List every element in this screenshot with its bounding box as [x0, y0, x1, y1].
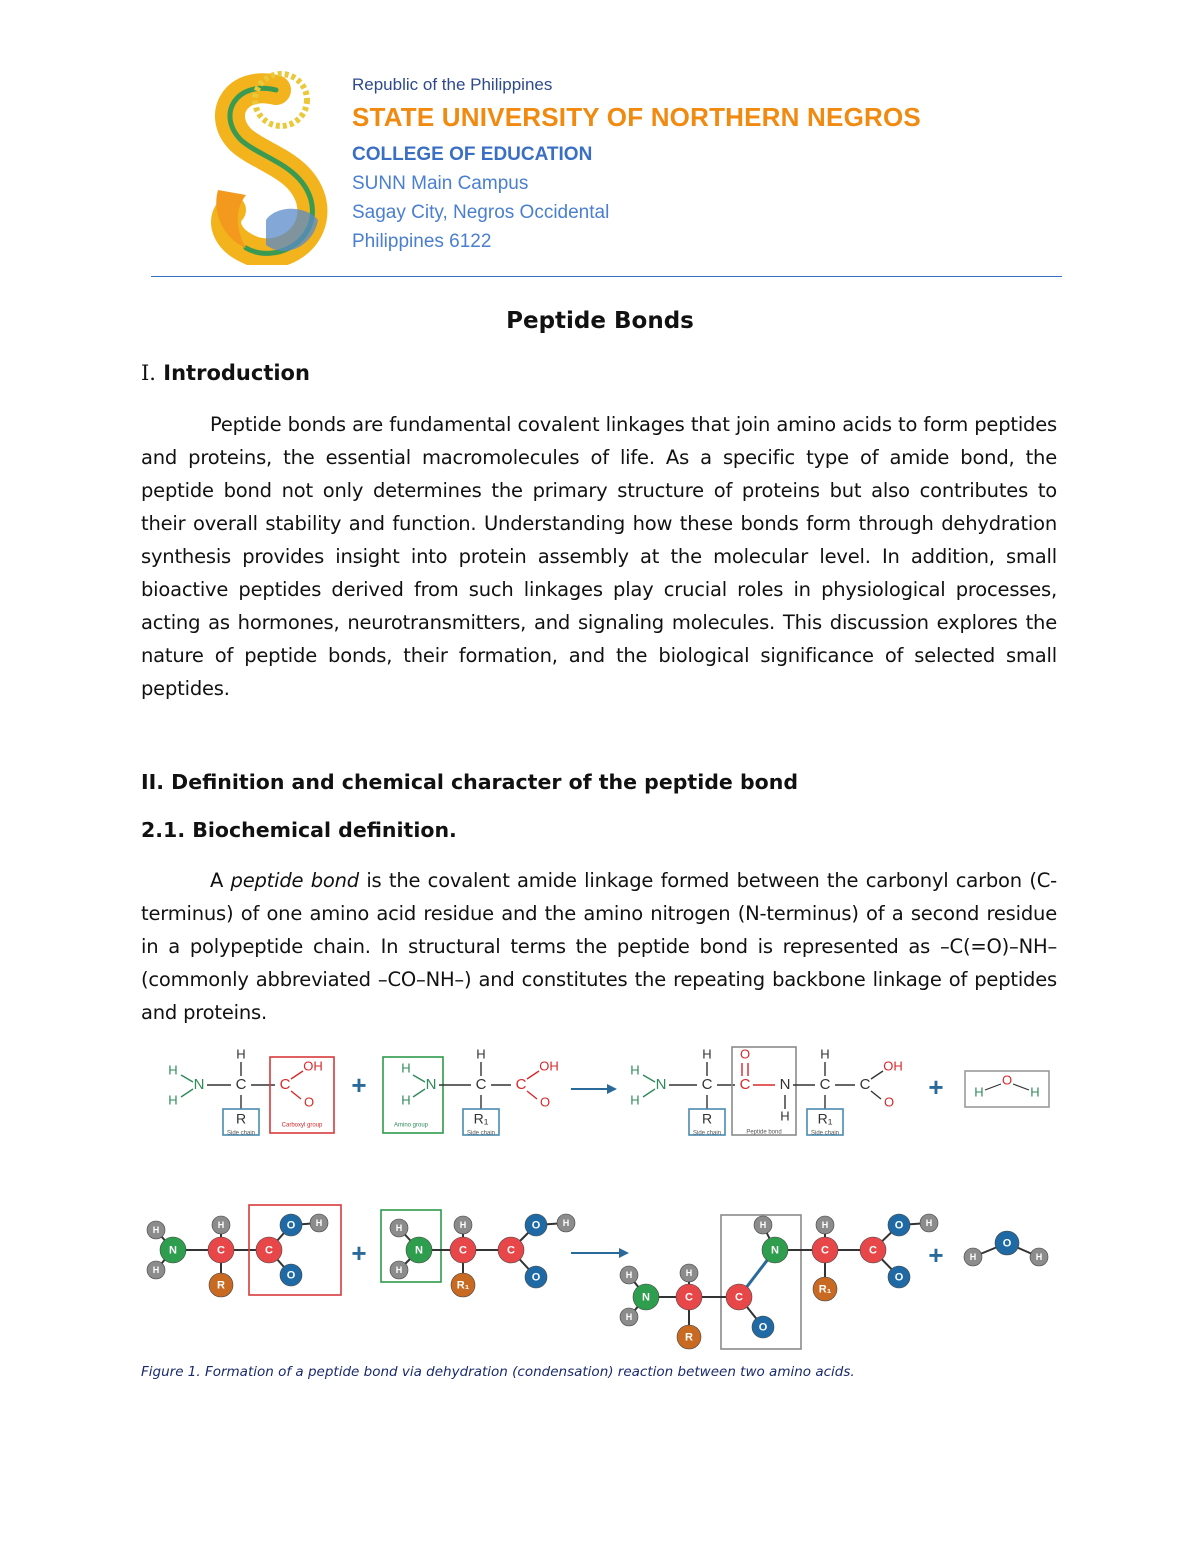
bs2-o1-label: O [531, 1219, 541, 1232]
bs-water-h1-label: H [969, 1251, 977, 1262]
bs3-o3-label: O [894, 1271, 904, 1284]
dp-n-terminal: N [655, 1075, 667, 1093]
aa2-h-alpha: H [476, 1046, 486, 1062]
aa2-o: O [539, 1094, 551, 1110]
aa1-n: N [193, 1075, 205, 1093]
aa2-n: N [425, 1075, 437, 1093]
bs3-o1-label: O [758, 1321, 768, 1334]
bs2-r1-label: R₁ [456, 1279, 470, 1292]
aa2-h-top: H [401, 1060, 411, 1076]
aa1-bond-hn1 [181, 1075, 193, 1082]
bs3-h1-label: H [625, 1269, 633, 1280]
figure-peptide-formation [141, 1045, 1057, 1358]
bs1-h4-label: H [315, 1217, 323, 1228]
aa1-c-alpha: C [235, 1075, 247, 1093]
bs3-h6-label: H [925, 1217, 933, 1228]
bs3-c-alpha2-label: C [821, 1244, 829, 1257]
arrow-2-head [619, 1248, 629, 1258]
aa1-bond-hn2 [181, 1089, 193, 1097]
dp-h-amide: H [780, 1108, 790, 1124]
aa2-amino-label: Amino group [393, 1122, 429, 1129]
aa1-h-top: H [168, 1062, 178, 1078]
aa2-c-carboxyl: C [515, 1075, 527, 1093]
arrow-1-head [607, 1084, 617, 1094]
aa1-c-carboxyl: C [279, 1075, 291, 1093]
water-h1: H [974, 1084, 984, 1100]
water-o: O [1001, 1072, 1013, 1088]
bs3-h5-label: H [821, 1219, 829, 1230]
bs1-o1-label: O [286, 1219, 296, 1232]
bs3-h4-label: H [759, 1219, 767, 1230]
plus-1: + [351, 1069, 367, 1100]
dp-side-chain-label2: Side chain [810, 1130, 840, 1137]
peptide-reaction-diagram [141, 1045, 1057, 1358]
city-line: Sagay City, Negros Occidental [352, 202, 610, 223]
country-line: Philippines 6122 [352, 231, 492, 252]
bs-water-o-label: O [1002, 1237, 1012, 1250]
aa2-h-bottom: H [401, 1092, 411, 1108]
definition-term: peptide bond [230, 869, 359, 892]
section-2-heading: II. Definition and chemical character of the peptide bond [141, 770, 799, 794]
water-h2: H [1030, 1084, 1040, 1100]
bs1-h3-label: H [217, 1219, 225, 1230]
bs-water-h2-label: H [1035, 1251, 1043, 1262]
dp-peptide-bond-label: Peptide bond [746, 1129, 782, 1136]
bs1-h2-label: H [152, 1264, 160, 1275]
bs3-h2-label: H [625, 1311, 633, 1322]
water-bond1 [985, 1084, 1001, 1090]
definition-rest: is the covalent amide linkage formed between the carbonyl carbon (C-terminus) of one amino acid residue and the amino nitrogen (N-terminus) of a second residue in a polypeptide chain. In structural terms the peptide bond is represented as –C(=O)–NH– (commonly abbreviated –CO–NH–) and constitutes the repeating backbone linkage of peptides and proteins. [141, 869, 1057, 1024]
bs1-n-label: N [169, 1244, 177, 1257]
aa2-bond-hn2 [413, 1089, 425, 1097]
definition-lead: A [210, 869, 231, 892]
aa1-h-alpha: H [236, 1046, 246, 1062]
republic-line: Republic of the Philippines [352, 75, 553, 94]
section-1-heading [141, 361, 310, 385]
dp-h-alpha1: H [702, 1046, 712, 1062]
dp-h-top: H [630, 1062, 640, 1078]
section-1-numeral: I. [141, 361, 156, 385]
aa2-c-alpha: C [475, 1075, 487, 1093]
dp-side-chain-label1: Side chain [692, 1130, 722, 1137]
university-logo [206, 70, 341, 265]
dp-bond-coh [871, 1071, 883, 1079]
bs3-c-alpha1-label: C [685, 1291, 693, 1304]
aa1-h-bottom: H [168, 1092, 178, 1108]
aa2-oh: OH [539, 1058, 559, 1074]
bs3-n2-label: N [771, 1244, 779, 1257]
bs2-n-label: N [415, 1244, 423, 1257]
aa2-r1: R₁ [473, 1110, 489, 1127]
college-name: COLLEGE OF EDUCATION [352, 144, 593, 165]
dp-o2: O [883, 1094, 895, 1110]
bs2-h3-label: H [459, 1219, 467, 1230]
dp-c-alpha2: C [819, 1075, 831, 1093]
page-title: Peptide Bonds [506, 308, 694, 334]
plus-2: + [928, 1071, 944, 1102]
definition-paragraph [141, 864, 1057, 1029]
aa2-side-chain-label: Side chain [466, 1130, 496, 1137]
section-2-1-heading: 2.1. Biochemical definition. [141, 818, 457, 842]
bs3-h3-label: H [685, 1267, 693, 1278]
bs2-h1-label: H [395, 1222, 403, 1233]
dp-c-alpha1: C [701, 1075, 713, 1093]
bs1-c-alpha-label: C [217, 1244, 225, 1257]
dp-c-carboxyl: C [859, 1075, 871, 1093]
bs2-c-alpha-label: C [459, 1244, 467, 1257]
dp-c-carbonyl: C [739, 1075, 751, 1093]
bs2-o2-label: O [531, 1271, 541, 1284]
bs1-c-carboxyl-label: C [265, 1244, 273, 1257]
campus-line: SUNN Main Campus [352, 173, 529, 194]
bs1-r-label: R [217, 1279, 225, 1292]
figure-caption: Figure 1. Formation of a peptide bond via dehydration (condensation) reaction between two amino acids. [141, 1364, 855, 1380]
bs3-o2-label: O [894, 1219, 904, 1232]
bs3-r-label: R [685, 1331, 693, 1344]
bs1-h1-label: H [152, 1224, 160, 1235]
plus-4: + [928, 1239, 944, 1270]
dp-bond-hn1 [643, 1075, 655, 1082]
aa1-bond-coh [291, 1071, 303, 1079]
aa1-oh: OH [303, 1058, 323, 1074]
bs3-c-carbonyl-label: C [735, 1291, 743, 1304]
plus-3: + [351, 1237, 367, 1268]
bs2-h2-label: H [395, 1264, 403, 1275]
bs2-c-carboxyl-label: C [507, 1244, 515, 1257]
dp-oh: OH [883, 1058, 903, 1074]
intro-paragraph: Peptide bonds are fundamental covalent linkages that join amino acids to form peptides and proteins, the essential macromolecules of life. As a specific type of amide bond, the peptide bond not only determines the primary structure of proteins but also contributes to their overall stability and function. Understanding how these bonds form through dehydration synthesis provides insight into protein assembly at the molecular level. In addition, small bioactive peptides derived from such linkages play crucial roles in physiological processes, acting as hormones, neurotransmitters, and signaling molecules. This discussion explores the nature of peptide bonds, their formation, and the biological significance of selected small peptides. [141, 413, 1057, 700]
bs1-o2-label: O [286, 1269, 296, 1282]
dp-o: O [739, 1046, 751, 1062]
aa2-bond-coh [527, 1071, 539, 1079]
section-1-label: Introduction [163, 361, 310, 385]
aa2-bond-hn1 [413, 1075, 425, 1082]
dp-r: R [701, 1110, 713, 1127]
dp-bond-hn2 [643, 1089, 655, 1097]
bs3-n1-label: N [642, 1291, 650, 1304]
header-divider [151, 276, 1062, 277]
bs2-h4-label: H [562, 1217, 570, 1228]
bs3-r1-label: R₁ [818, 1283, 832, 1296]
university-name: STATE UNIVERSITY OF NORTHERN NEGROS [352, 102, 921, 132]
aa2-bond-co [527, 1091, 537, 1099]
bs3-c-carboxyl-label: C [869, 1244, 877, 1257]
aa1-r: R [235, 1110, 247, 1127]
water-bond2 [1013, 1084, 1029, 1090]
dp-h-alpha2: H [820, 1046, 830, 1062]
aa1-o: O [303, 1094, 315, 1110]
dp-h-bottom: H [630, 1092, 640, 1108]
aa1-side-chain-label: Side chain [226, 1130, 256, 1137]
dp-bond-co2 [871, 1091, 881, 1099]
dp-r1: R₁ [817, 1110, 833, 1127]
dp-n-amide: N [779, 1075, 791, 1093]
aa1-bond-co [291, 1091, 301, 1099]
letterhead [352, 74, 921, 255]
aa1-carboxyl-label: Carboxyl group [281, 1122, 323, 1129]
